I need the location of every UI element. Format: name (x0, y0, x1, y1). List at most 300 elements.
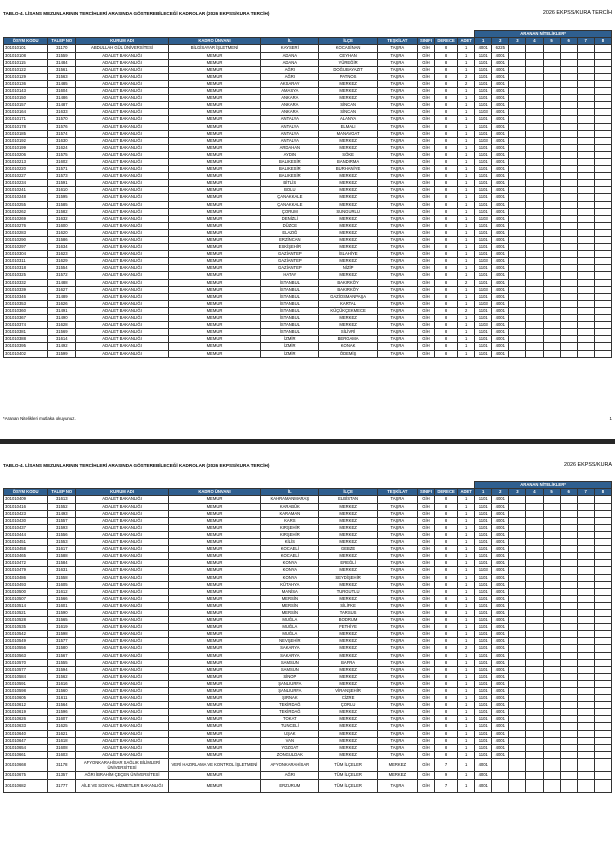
table-cell: TÜM İLÇELER (319, 772, 377, 779)
table-cell (543, 652, 560, 659)
table-cell: 4001 (492, 194, 509, 201)
table-cell: MEMUR (168, 95, 260, 102)
column-header: 5 (543, 489, 560, 496)
table-cell (543, 609, 560, 616)
table-cell: ERZİNCAN (261, 237, 319, 244)
table-cell (526, 187, 543, 194)
table-cell: 8 (435, 258, 458, 265)
table-cell: GİH (417, 560, 434, 567)
table-cell (526, 496, 543, 503)
table-cell: 8 (435, 638, 458, 645)
table-cell (577, 666, 594, 673)
table-row (4, 673, 612, 680)
table-cell: 8 (435, 251, 458, 258)
table-cell: BİLGİSAYAR İŞLETMENİ (168, 45, 260, 52)
table-cell: 1101 (475, 265, 492, 272)
table-cell (526, 602, 543, 609)
table-cell: MEMUR (168, 595, 260, 602)
table-cell: GİH (417, 531, 434, 538)
table-cell (526, 208, 543, 215)
table-cell: MEMUR (168, 300, 260, 307)
table-cell: 31493 (48, 510, 76, 517)
table-cell: ADALET BAKANLIĞI (76, 602, 168, 609)
table-cell: ADALET BAKANLIĞI (76, 343, 168, 350)
table-cell (526, 730, 543, 737)
table-row (4, 286, 612, 293)
table-cell: MEMUR (168, 343, 260, 350)
table-cell: GİH (417, 88, 434, 95)
table-cell: 31576 (48, 123, 76, 130)
table-cell: TAŞRA (377, 588, 417, 595)
table-cell (526, 45, 543, 52)
table-cell: 31552 (48, 503, 76, 510)
table-cell: 1 (458, 222, 475, 229)
table-cell (543, 144, 560, 151)
table-cell (526, 66, 543, 73)
table-cell: 4001 (492, 286, 509, 293)
table-cell: GİH (417, 244, 434, 251)
table-cell: ADALET BAKANLIĞI (76, 180, 168, 187)
table-cell (526, 581, 543, 588)
table-cell: MEMUR (168, 173, 260, 180)
table-cell: 31484 (48, 59, 76, 66)
table-cell: GAZİOSMANPAŞA (319, 293, 377, 300)
table-cell: MERSİN (261, 602, 319, 609)
table-cell: 1101 (475, 617, 492, 624)
table-cell (560, 716, 577, 723)
table-cell (577, 88, 594, 95)
table-cell: İSTANBUL (261, 322, 319, 329)
table-cell: 1 (458, 510, 475, 517)
table-cell: 301010549 (4, 638, 48, 645)
table-cell (509, 524, 526, 531)
table-cell: ARDAHAN (261, 144, 319, 151)
table-cell (560, 215, 577, 222)
table-cell: KIRŞEHİR (261, 524, 319, 531)
table-cell: 31562 (48, 673, 76, 680)
table-cell (526, 779, 543, 793)
table-cell: 8 (435, 723, 458, 730)
table-cell: TAŞRA (377, 208, 417, 215)
table-cell: MEMUR (168, 315, 260, 322)
table-cell: 31617 (48, 546, 76, 553)
table-cell: 1 (458, 258, 475, 265)
table-cell: BALIKESİR (261, 173, 319, 180)
table-cell: TAŞRA (377, 329, 417, 336)
table-cell (543, 102, 560, 109)
table-cell (526, 702, 543, 709)
table-cell: 6225 (492, 45, 509, 52)
table-cell: 31614 (48, 336, 76, 343)
table-cell: KARS (261, 517, 319, 524)
table-cell: GİH (417, 102, 434, 109)
table-cell (526, 350, 543, 357)
table-cell: 1 (458, 300, 475, 307)
table-cell (509, 73, 526, 80)
table-row (4, 180, 612, 187)
table-cell: MEMUR (168, 673, 260, 680)
table-cell: ADALET BAKANLIĞI (76, 272, 168, 279)
table-cell: 301010570 (4, 659, 48, 666)
table-cell (526, 251, 543, 258)
table-cell (509, 229, 526, 236)
table-row (4, 336, 612, 343)
table-cell: 4001 (492, 688, 509, 695)
table-cell: GİH (417, 130, 434, 137)
table-cell: ADALET BAKANLIĞI (76, 560, 168, 567)
table-cell: TAŞRA (377, 151, 417, 158)
table-cell: ADALET BAKANLIĞI (76, 194, 168, 201)
table-cell (560, 617, 577, 624)
table-cell: TAŞRA (377, 173, 417, 180)
table-cell: TAŞRA (377, 88, 417, 95)
table-cell: 8 (435, 88, 458, 95)
table-cell: ADALET BAKANLIĞI (76, 716, 168, 723)
table-row (4, 588, 612, 595)
table-row (4, 73, 612, 80)
table-cell: TAŞRA (377, 300, 417, 307)
table-cell: MEMUR (168, 251, 260, 258)
table-cell (560, 229, 577, 236)
table-cell: 1101 (475, 350, 492, 357)
table-row (4, 503, 612, 510)
table-cell: AMASYA (261, 88, 319, 95)
table-cell (560, 624, 577, 631)
table-cell: 1 (458, 137, 475, 144)
table-row (4, 560, 612, 567)
table-cell: 301010234 (4, 180, 48, 187)
table-cell: MEMUR (168, 751, 260, 758)
table-cell: 8 (435, 265, 458, 272)
table-cell: MERKEZ (319, 322, 377, 329)
table-cell: MERKEZ (319, 730, 377, 737)
table-cell: ADALET BAKANLIĞI (76, 307, 168, 314)
table-cell: GİH (417, 546, 434, 553)
table-cell: 1 (458, 546, 475, 553)
table-cell: 8 (435, 709, 458, 716)
table-cell: 4001 (492, 116, 509, 123)
table-cell: ADALET BAKANLIĞI (76, 130, 168, 137)
table-row (4, 602, 612, 609)
table-cell: TAŞRA (377, 709, 417, 716)
table-cell: AKSARAY (261, 80, 319, 87)
table-cell: 8 (435, 751, 458, 758)
column-header: 2 (492, 38, 509, 45)
table-cell: 301010199 (4, 144, 48, 151)
table-cell: 8 (435, 624, 458, 631)
table-cell: MERSİN (261, 609, 319, 616)
table-cell (543, 503, 560, 510)
table-cell: GİH (417, 716, 434, 723)
table-cell (543, 73, 560, 80)
table-cell: TAŞRA (377, 560, 417, 567)
table-cell (594, 116, 611, 123)
table-cell (526, 595, 543, 602)
table-cell: 1101 (475, 737, 492, 744)
table-cell (560, 779, 577, 793)
table-cell: BAFRA (319, 659, 377, 666)
table-cell: MUĞLA (261, 617, 319, 624)
table-cell (594, 244, 611, 251)
table-cell (577, 553, 594, 560)
table-cell (543, 595, 560, 602)
table-cell: 1101 (475, 88, 492, 95)
table-row (4, 723, 612, 730)
table-cell: 4001 (492, 222, 509, 229)
table-cell: GİH (417, 709, 434, 716)
table-cell: GİH (417, 279, 434, 286)
table-cell: İSLAHİYE (319, 251, 377, 258)
table-cell: MEMUR (168, 496, 260, 503)
table-cell (560, 737, 577, 744)
table-cell: MERKEZ (319, 137, 377, 144)
table-cell: İSTANBUL (261, 300, 319, 307)
table-cell (560, 695, 577, 702)
table-row (4, 772, 612, 779)
table-cell: 8 (435, 343, 458, 350)
table-cell (560, 546, 577, 553)
table-cell: GİH (417, 343, 434, 350)
table-cell: 8 (435, 123, 458, 130)
table-cell: 8 (435, 45, 458, 52)
table-cell: 8 (435, 286, 458, 293)
table-row (4, 80, 612, 87)
table-cell: ADALET BAKANLIĞI (76, 588, 168, 595)
table-cell: KİLİS (261, 539, 319, 546)
table-cell: GEBZE (319, 546, 377, 553)
table-cell: ERZURUM (261, 779, 319, 793)
table-cell (560, 109, 577, 116)
table-cell (594, 300, 611, 307)
table-cell: 301010360 (4, 307, 48, 314)
table-cell: 1101 (475, 151, 492, 158)
table-cell: 1101 (475, 574, 492, 581)
table-cell: GİH (417, 723, 434, 730)
table-cell: MEMUR (168, 102, 260, 109)
table-cell (594, 588, 611, 595)
table-cell: MERKEZ (319, 194, 377, 201)
table-cell (526, 645, 543, 652)
table-cell: MEMUR (168, 688, 260, 695)
table-cell: 31594 (48, 666, 76, 673)
table-cell: 1 (458, 666, 475, 673)
table-cell: 1 (458, 66, 475, 73)
table-cell: GİH (417, 215, 434, 222)
table-row (4, 59, 612, 66)
table-cell (577, 602, 594, 609)
table-cell (543, 751, 560, 758)
table-cell (560, 702, 577, 709)
table-cell (560, 222, 577, 229)
table-cell: ADALET BAKANLIĞI (76, 673, 168, 680)
table-cell: 4001 (492, 229, 509, 236)
table-cell: 1 (458, 638, 475, 645)
table-cell: 301010255 (4, 201, 48, 208)
table-cell: 1 (458, 88, 475, 95)
table-cell: MEMUR (168, 180, 260, 187)
table-cell: ADALET BAKANLIĞI (76, 517, 168, 524)
table-cell: İZMİR (261, 343, 319, 350)
table-cell (509, 286, 526, 293)
table-cell: KOCAELİ (261, 553, 319, 560)
table-cell: ADALET BAKANLIĞI (76, 293, 168, 300)
table-row (4, 659, 612, 666)
table-cell: İSTANBUL (261, 279, 319, 286)
table-cell: ESKİŞEHİR (261, 244, 319, 251)
table-cell (543, 602, 560, 609)
table-cell: 4001 (492, 574, 509, 581)
table-cell (543, 680, 560, 687)
table-cell (594, 187, 611, 194)
table-cell: 31611 (48, 695, 76, 702)
table-cell: 31487 (48, 102, 76, 109)
table-cell (543, 539, 560, 546)
column-header: SINIFI (417, 38, 434, 45)
table-cell: 301010465 (4, 553, 48, 560)
table-cell: 1 (458, 350, 475, 357)
table-cell: KIRŞEHİR (261, 531, 319, 538)
table-cell (560, 503, 577, 510)
table-cell: ADALET BAKANLIĞI (76, 581, 168, 588)
table-cell (526, 772, 543, 779)
table-cell: TAŞRA (377, 517, 417, 524)
table-cell: MEMUR (168, 329, 260, 336)
table-cell: 31564 (48, 702, 76, 709)
column-header: 6 (560, 489, 577, 496)
table-cell: 8 (435, 702, 458, 709)
table-cell (543, 279, 560, 286)
table-cell: 4001 (492, 546, 509, 553)
table-cell (509, 588, 526, 595)
table-cell: KOCASİNAN (319, 45, 377, 52)
table-cell (594, 758, 611, 772)
table-cell: MERKEZ (319, 652, 377, 659)
table-cell: SAKARYA (261, 645, 319, 652)
table-cell: 4001 (492, 524, 509, 531)
table-cell (509, 779, 526, 793)
table-cell: MERKEZ (319, 237, 377, 244)
table-cell: 1 (458, 166, 475, 173)
table-cell (509, 744, 526, 751)
table-cell (543, 244, 560, 251)
table-cell (526, 144, 543, 151)
table-cell (594, 45, 611, 52)
table-cell (594, 751, 611, 758)
table-cell: 301010241 (4, 187, 48, 194)
column-header: İLÇE (319, 38, 377, 45)
table-cell: 1101 (475, 343, 492, 350)
table-cell: KARABÜK (261, 503, 319, 510)
table-cell: 1101 (475, 66, 492, 73)
table-cell (577, 588, 594, 595)
table-cell: NİZİP (319, 265, 377, 272)
table-cell: TAŞRA (377, 215, 417, 222)
table-cell (594, 272, 611, 279)
table-cell (543, 307, 560, 314)
table-cell: 31563 (48, 73, 76, 80)
table-cell (560, 194, 577, 201)
table-cell: ÇORLU (319, 702, 377, 709)
table-cell: 8 (435, 567, 458, 574)
table-cell: MEMUR (168, 59, 260, 66)
table-cell: 9 (435, 772, 458, 779)
table-cell: 301010339 (4, 286, 48, 293)
table-cell: 31608 (48, 744, 76, 751)
table-cell (509, 517, 526, 524)
table-cell: 1101 (475, 187, 492, 194)
table-cell: 8 (435, 659, 458, 666)
table-cell: BALIKESİR (261, 166, 319, 173)
table-row (4, 45, 612, 52)
table-cell: TAŞRA (377, 293, 417, 300)
table-row (4, 215, 612, 222)
table-cell: 1101 (475, 531, 492, 538)
table-cell (577, 137, 594, 144)
table-cell (560, 45, 577, 52)
table-cell (594, 581, 611, 588)
header-right-title: 2026 EKPSS/KURA (564, 462, 612, 468)
table-cell (543, 343, 560, 350)
table-cell: TAŞRA (377, 744, 417, 751)
table-cell (594, 180, 611, 187)
table-cell: 4001 (492, 187, 509, 194)
table-cell (509, 194, 526, 201)
table-cell: 1 (458, 524, 475, 531)
table-cell: 4001 (492, 158, 509, 165)
table-row (4, 531, 612, 538)
table-cell: MERKEZ (319, 553, 377, 560)
table-cell: AFYONKARAHİSAR SAĞLIK BİLİMLERİ ÜNİVERSİTESİ (76, 758, 168, 772)
table-cell (526, 166, 543, 173)
table-cell: 31170 (48, 45, 76, 52)
table-cell: 8 (435, 272, 458, 279)
table-cell: 1 (458, 560, 475, 567)
table-cell: 31629 (48, 258, 76, 265)
table-cell: 8 (435, 617, 458, 624)
table-cell (543, 222, 560, 229)
table-cell: GİH (417, 95, 434, 102)
table-cell (543, 215, 560, 222)
table-cell (560, 709, 577, 716)
table-cell: 301010626 (4, 716, 48, 723)
table-cell (594, 123, 611, 130)
table-cell: GİH (417, 173, 434, 180)
column-header: 6 (560, 38, 577, 45)
table-cell: 31357 (48, 772, 76, 779)
table-row (4, 258, 612, 265)
table-cell: 4001 (492, 531, 509, 538)
table-cell (560, 307, 577, 314)
table-cell: 4001 (492, 336, 509, 343)
table-cell (594, 645, 611, 652)
table-cell: 8 (435, 109, 458, 116)
table-cell: GİH (417, 258, 434, 265)
table-cell: TAŞRA (377, 116, 417, 123)
table-cell: TARSUS (319, 609, 377, 616)
table-cell: GİH (417, 659, 434, 666)
table-cell: 1101 (475, 102, 492, 109)
table-cell (509, 336, 526, 343)
table-cell: MEMUR (168, 617, 260, 624)
table-cell: 1 (458, 702, 475, 709)
table-cell (577, 116, 594, 123)
table-cell: GİH (417, 510, 434, 517)
table-cell: 1 (458, 673, 475, 680)
table-cell: TAŞRA (377, 130, 417, 137)
table-cell: 4001 (492, 695, 509, 702)
table-cell: ADALET BAKANLIĞI (76, 258, 168, 265)
table-cell: 1101 (475, 166, 492, 173)
